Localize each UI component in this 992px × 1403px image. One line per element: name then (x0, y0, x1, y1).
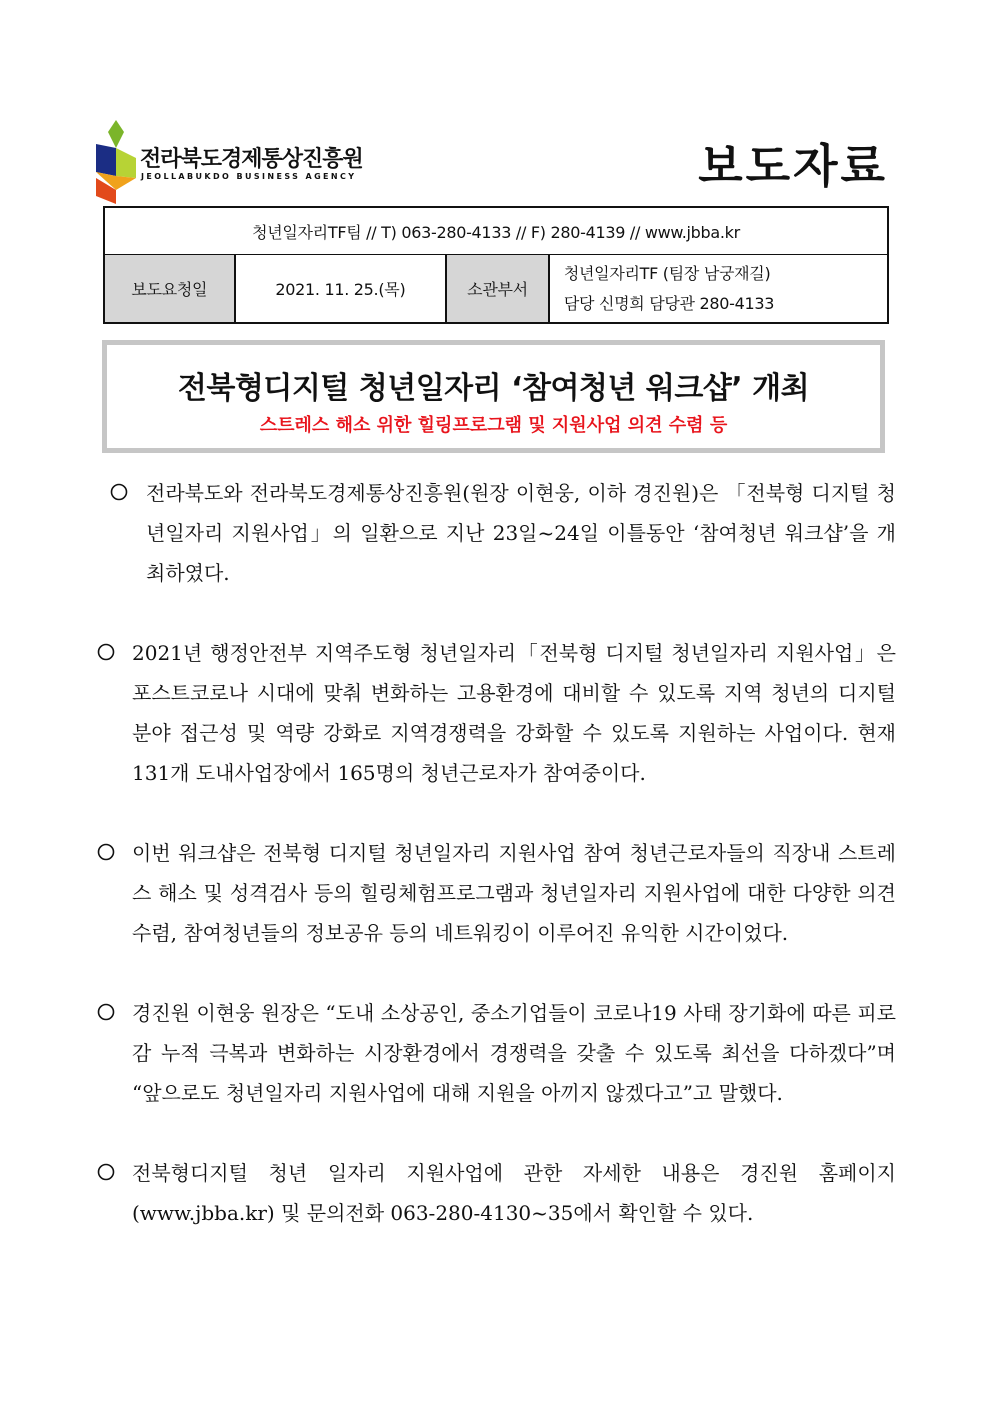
date-dept-row (104, 255, 888, 324)
document-type-title: 보도자료 (698, 139, 888, 193)
org-name-english: JEOLLABUKDO BUSINESS AGENCY (141, 172, 357, 181)
circle-bullet-icon (109, 482, 129, 502)
paragraph-text: 전북형디지털 청년 일자리 지원사업에 관한 자세한 내용은 경진원 홈페이지(www.jbba.kr) 및 문의전화 063-280-4130~35에서 확인할 수 있다. (132, 1161, 896, 1225)
circle-bullet-icon (96, 1002, 116, 1022)
headline-box (102, 340, 885, 453)
article-paragraph (96, 1153, 896, 1233)
article-paragraph (96, 633, 896, 793)
agency-logo-icon (94, 118, 138, 206)
department-team: 청년일자리TF (팀장 남궁재길) (563, 263, 771, 283)
article-paragraph (96, 833, 896, 953)
paragraph-text: 경진원 이현웅 원장은 “도내 소상공인, 중소기업들이 코로나19 사태 장기화에 따른 피로감 누적 극복과 변화하는 시장환경에서 경쟁력을 갖출 수 있도록 최선을 다하겠다”며 “앞으로도 청년일자리 지원사업에 대해 지원을 아끼지 않겠다고”고 말했다. (132, 1001, 896, 1105)
paragraph-text: 이번 워크샵은 전북형 디지털 청년일자리 지원사업 참여 청년근로자들의 직장내 스트레스 해소 및 성격검사 등의 힐링체험프로그램과 청년일자리 지원사업에 대한 다양한 의견 수렴, 참여청년들의 정보공유 등의 네트워킹이 이루어진 유익한 시간이었다. (132, 841, 896, 945)
department-value (549, 255, 888, 324)
headline-title: 전북형디지털 청년일자리 ‘참여청년 워크샵’ 개최 (177, 371, 810, 406)
circle-bullet-icon (96, 1162, 116, 1182)
contact-row (104, 207, 888, 255)
article-body (96, 473, 896, 1273)
paragraph-text: 2021년 행정안전부 지역주도형 청년일자리「전북형 디지털 청년일자리 지원사업」은 포스트코로나 시대에 맞춰 변화하는 고용환경에 대비할 수 있도록 지역 청년의 디지털 분야 접근성 및 역량 강화로 지역경쟁력을 강화할 수 있도록 지원하는 사업이다. 현재 131개 도내사업장에서 165명의 청년근로자가 참여중이다. (132, 641, 896, 785)
agency-logo (94, 118, 394, 206)
headline-subtitle: 스트레스 해소 위한 힐링프로그램 및 지원사업 의견 수렴 등 (259, 415, 728, 436)
press-info-table (103, 206, 889, 324)
article-paragraph (96, 473, 896, 593)
contact-line: 청년일자리TF팀 // T) 063-280-4133 // F) 280-4139 // www.jbba.kr (104, 207, 888, 255)
department-label: 소관부서 (446, 255, 549, 324)
release-date-value: 2021. 11. 25.(목) (235, 255, 446, 324)
article-paragraph (96, 993, 896, 1113)
org-name-korean: 전라북도경제통상진흥원 (140, 147, 363, 172)
circle-bullet-icon (96, 642, 116, 662)
paragraph-text: 전라북도와 전라북도경제통상진흥원(원장 이현웅, 이하 경진원)은 「전북형 디지털 청년일자리 지원사업」의 일환으로 지난 23일~24일 이틀동안 ‘참여청년 워크샵’을 개최하였다. (146, 481, 896, 585)
department-contact: 담당 신명희 담당관 280-4133 (563, 293, 775, 313)
circle-bullet-icon (96, 842, 116, 862)
release-date-label: 보도요청일 (104, 255, 235, 324)
